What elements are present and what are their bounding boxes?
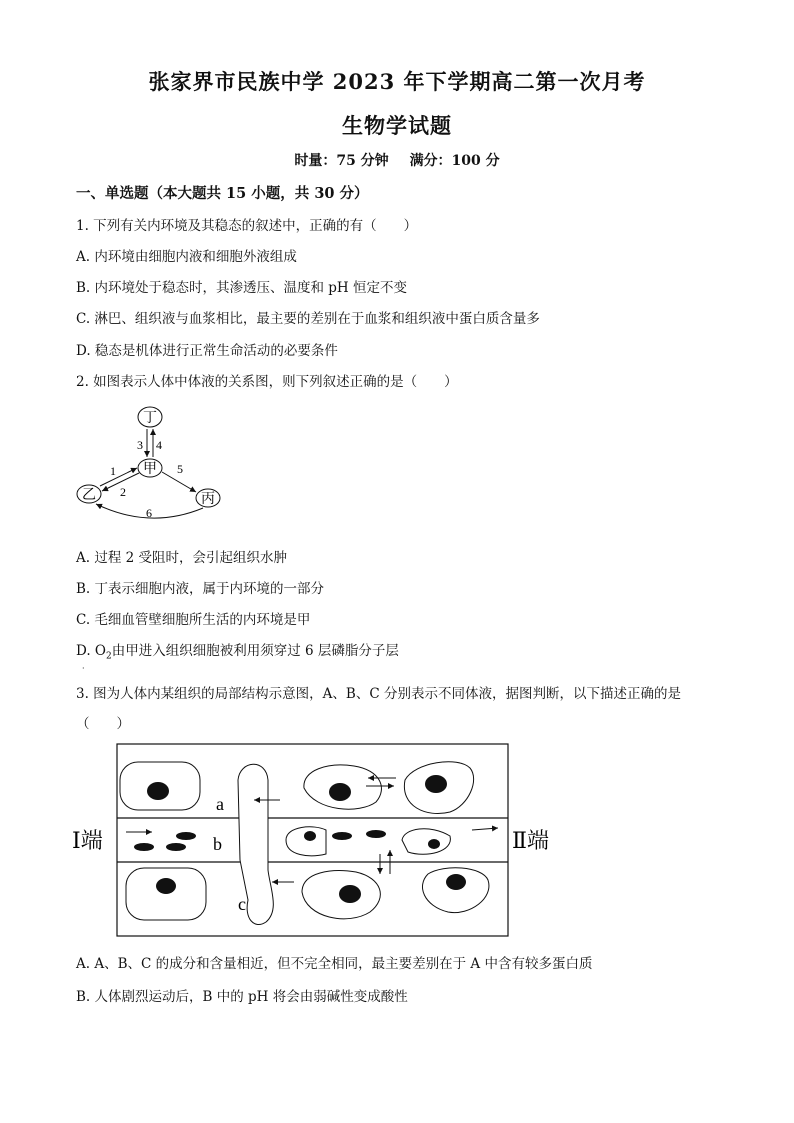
node-jia	[138, 459, 162, 477]
page-subtitle: 生物学试题	[342, 113, 452, 138]
exam-score: 满分：100 分	[409, 153, 500, 169]
exam-info	[0, 150, 794, 170]
label-a: a	[216, 794, 224, 814]
svg-text:丙: 丙	[201, 492, 215, 507]
page-title: 张家界市民族中学 2023 年下学期高二第一次月考	[148, 69, 646, 94]
stray-dot: ·	[82, 664, 85, 673]
tissue-cell	[120, 762, 200, 810]
q2-option-a: A. 过程 2 受阻时，会引起组织水肿	[76, 550, 288, 566]
q2-option-b: B. 丁表示细胞内液，属于内环境的一部分	[76, 581, 325, 597]
q1-stem: 1. 下列有关内环境及其稳态的叙述中，正确的有（ ）	[76, 218, 418, 234]
end-2-label: Ⅱ端	[512, 828, 549, 853]
label-b: b	[213, 834, 222, 854]
node-ding	[138, 407, 162, 427]
q1-option-a: A. 内环境由细胞内液和细胞外液组成	[76, 249, 297, 265]
q3-stem-line1: 3. 图为人体内某组织的局部结构示意图，A、B、C 分别表示不同体液，据图判断，以下描述正确的是	[76, 686, 681, 702]
svg-text:甲: 甲	[143, 462, 157, 477]
q2-option-c: C. 毛细血管壁细胞所生活的内环境是甲	[76, 612, 311, 628]
q1-option-d: D. 稳态是机体进行正常生命活动的必要条件	[76, 343, 338, 359]
node-yi	[77, 485, 101, 503]
svg-text:3: 3	[137, 438, 143, 452]
svg-text:乙: 乙	[82, 488, 96, 503]
svg-text:1: 1	[110, 464, 116, 478]
end-1-label: Ⅰ端	[72, 828, 103, 853]
q2-stem: 2. 如图表示人体中体液的关系图，则下列叙述正确的是（ ）	[76, 374, 458, 390]
q3-stem-line2: （ ）	[76, 716, 130, 732]
q3-option-a: A. A、B、C 的成分和含量相近，但不完全相同，最主要差别在于 A 中含有较多蛋白质	[76, 956, 593, 972]
tissue-structure-diagram	[70, 740, 560, 940]
section-heading: 一、单选题（本大题共 15 小题，共 30 分）	[76, 185, 369, 202]
q1-option-c: C. 淋巴、组织液与血浆相比，最主要的差别在于血浆和组织液中蛋白质含量多	[76, 311, 540, 327]
svg-text:2: 2	[120, 485, 126, 499]
svg-text:丁: 丁	[143, 411, 157, 426]
q3-option-b: B. 人体剧烈运动后，B 中的 pH 将会由弱碱性变成酸性	[76, 989, 408, 1005]
capillary-cell	[286, 827, 326, 856]
svg-text:6: 6	[146, 506, 152, 520]
q1-option-b: B. 内环境处于稳态时，其渗透压、温度和 pH 恒定不变	[76, 280, 407, 296]
svg-text:4: 4	[156, 438, 162, 452]
svg-text:5: 5	[177, 462, 183, 476]
tissue-cell	[126, 868, 206, 920]
exam-time: 时量：75 分钟	[294, 153, 389, 169]
label-c: c	[238, 894, 246, 914]
body-fluid-diagram	[70, 400, 230, 528]
node-bing	[196, 489, 220, 507]
q2-option-d: D. $O_2$由甲进入组织细胞被利用须穿过 6 层磷脂分子层	[76, 643, 399, 662]
